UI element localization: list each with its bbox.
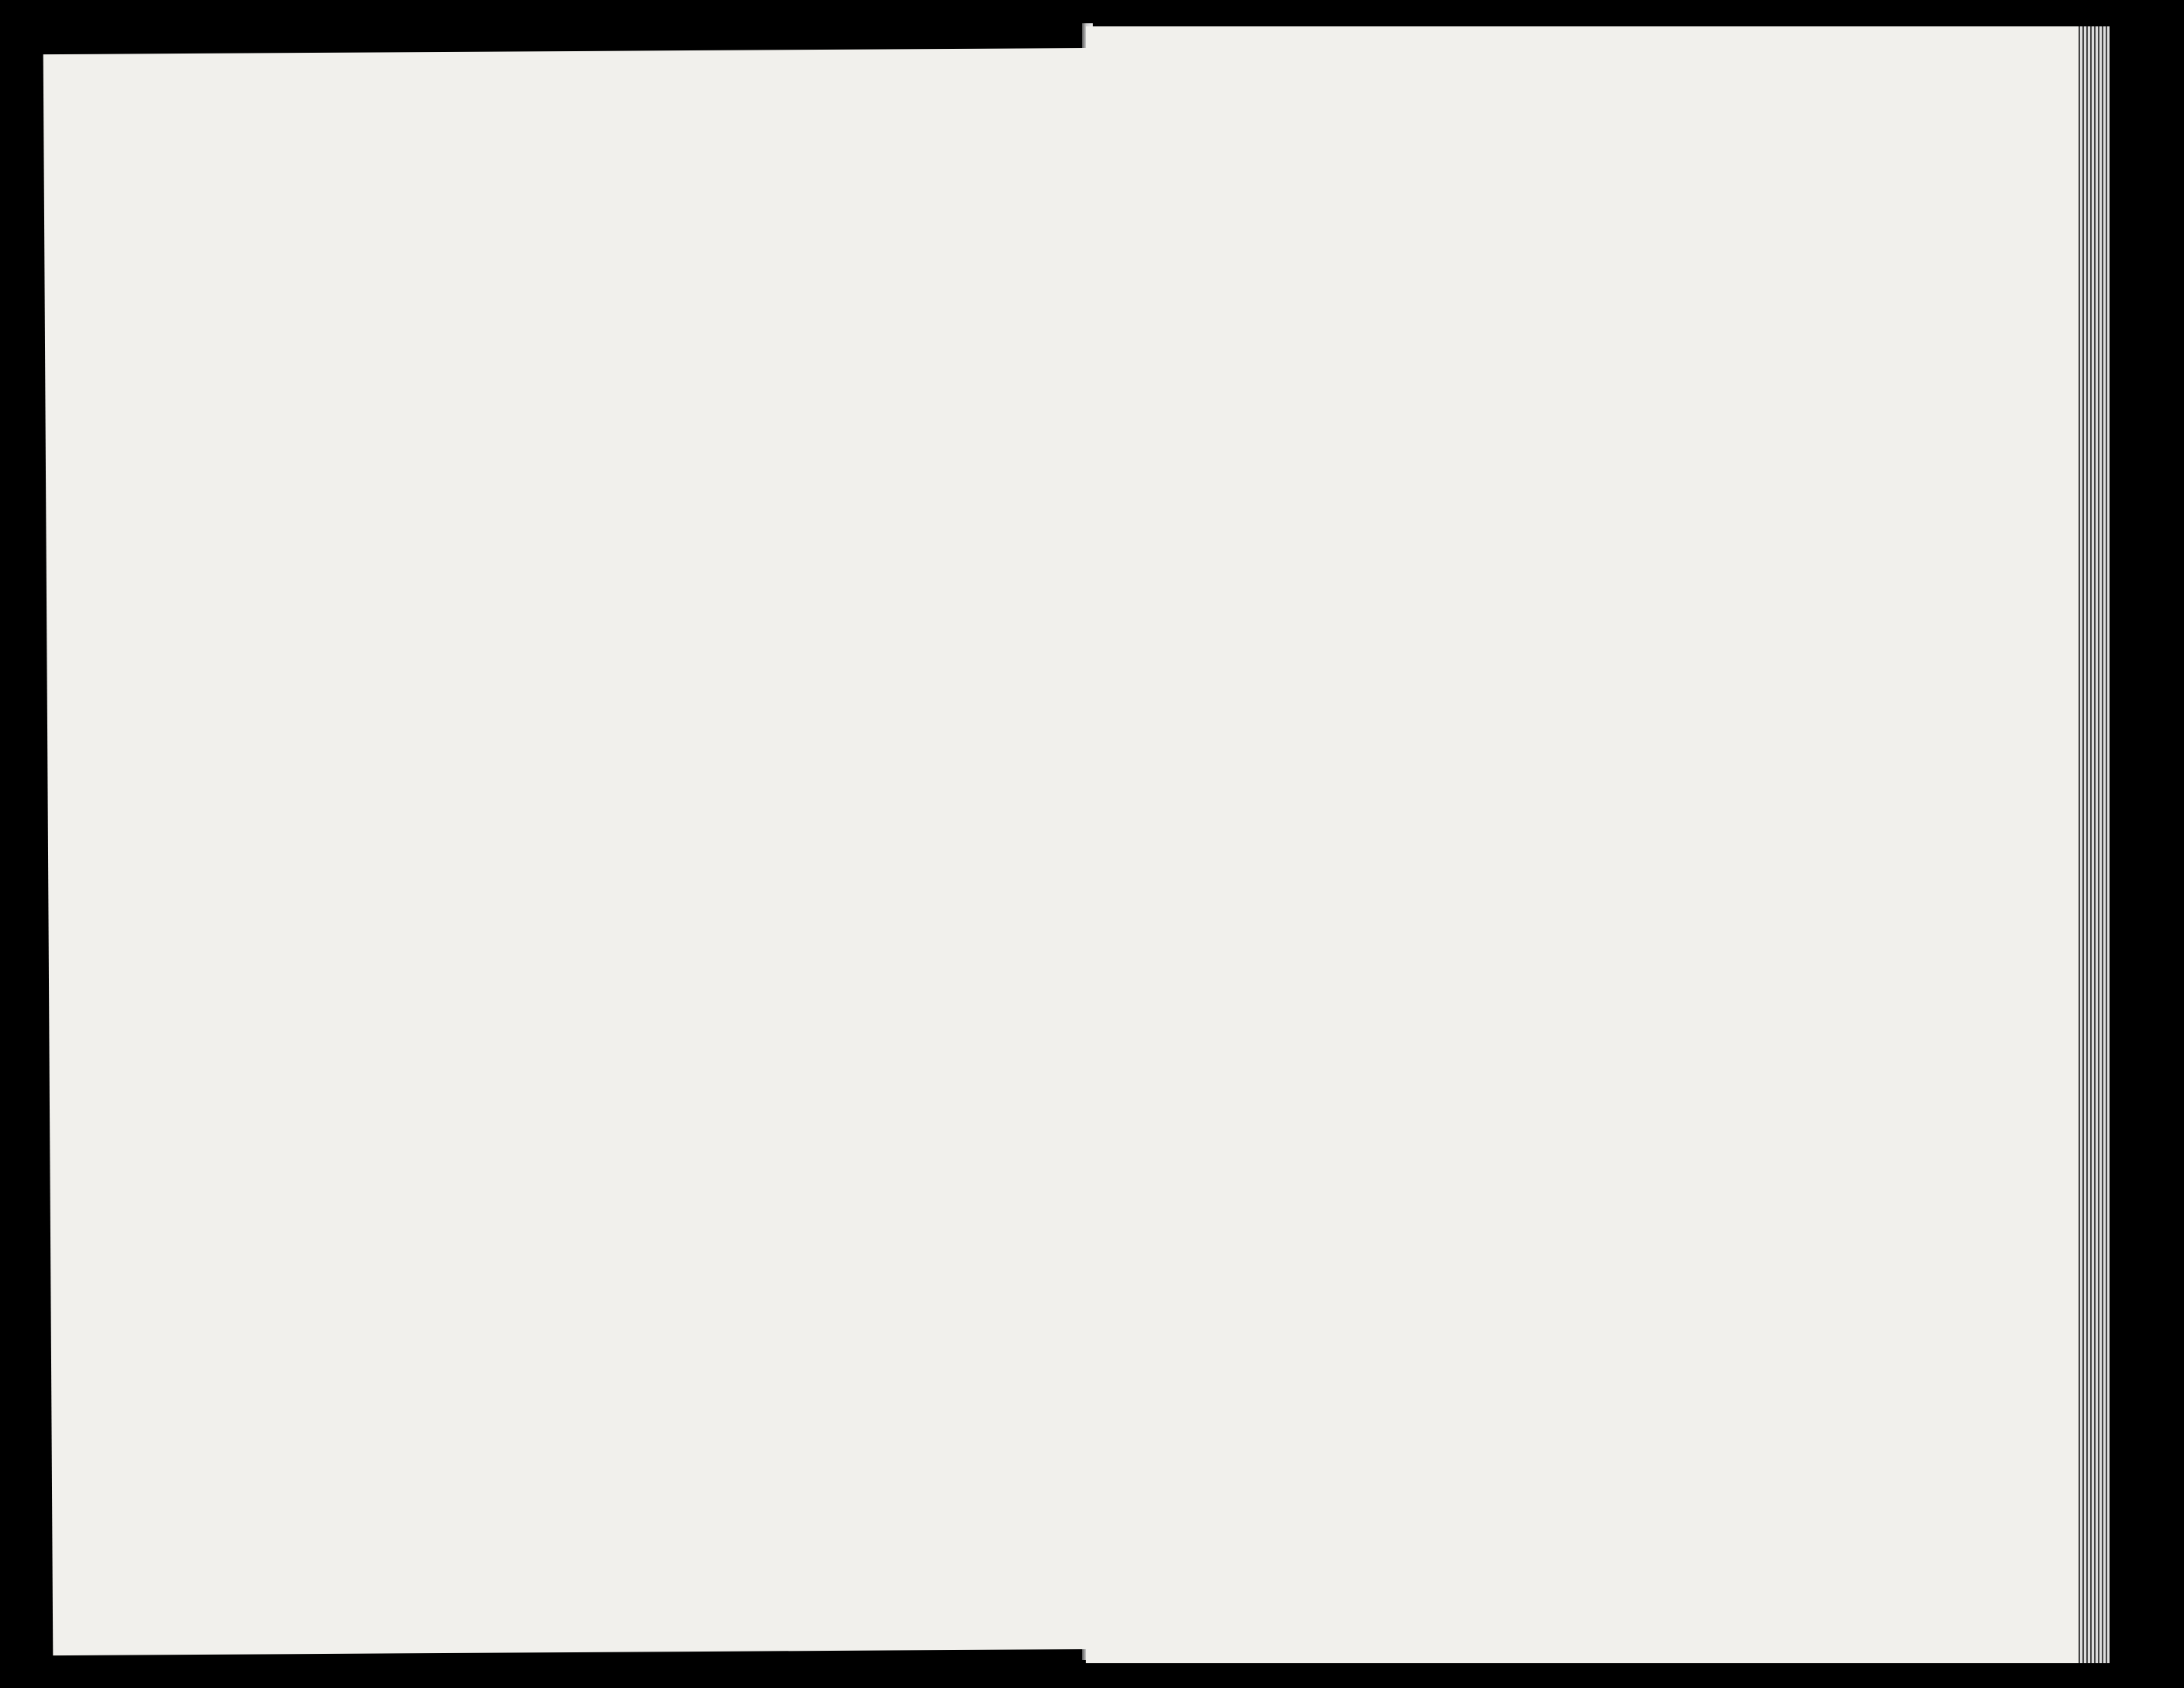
table-row <box>50 1196 1097 1238</box>
table-row <box>45 330 1092 372</box>
table-row <box>48 785 1095 827</box>
table-row <box>50 1155 1097 1197</box>
table-row <box>45 371 1092 413</box>
entry-author <box>121 1323 315 1324</box>
table-row <box>44 209 1091 251</box>
table-row <box>48 867 1095 909</box>
table-row <box>50 1278 1097 1320</box>
entry-author <box>121 1405 315 1406</box>
left-page <box>43 48 1101 1655</box>
table-row <box>48 908 1095 950</box>
table-row <box>49 1032 1096 1074</box>
table-row <box>50 1114 1097 1156</box>
table-row <box>49 991 1096 1033</box>
entry-author <box>117 747 311 749</box>
table-row <box>50 1237 1097 1279</box>
entry-list <box>43 48 1090 54</box>
table-row <box>44 250 1091 292</box>
entry-list <box>43 48 1090 54</box>
table-row <box>47 662 1094 704</box>
page-edge <box>2079 26 2110 1663</box>
entry-author <box>121 1364 315 1365</box>
table-row <box>51 1402 1098 1444</box>
entry-author <box>122 1446 316 1448</box>
table-row <box>45 290 1092 332</box>
entry-author <box>120 1282 314 1283</box>
table-row <box>47 744 1094 786</box>
table-row <box>47 703 1094 745</box>
table-row <box>51 1361 1098 1403</box>
right-page <box>1086 26 2110 1663</box>
table-row <box>48 826 1095 868</box>
table-row <box>52 1443 1099 1485</box>
table-row <box>47 621 1094 662</box>
table-row <box>51 1320 1098 1361</box>
table-row <box>49 950 1096 991</box>
table-row <box>50 1073 1097 1115</box>
entry-author <box>117 706 311 707</box>
entry-author <box>120 1240 314 1242</box>
